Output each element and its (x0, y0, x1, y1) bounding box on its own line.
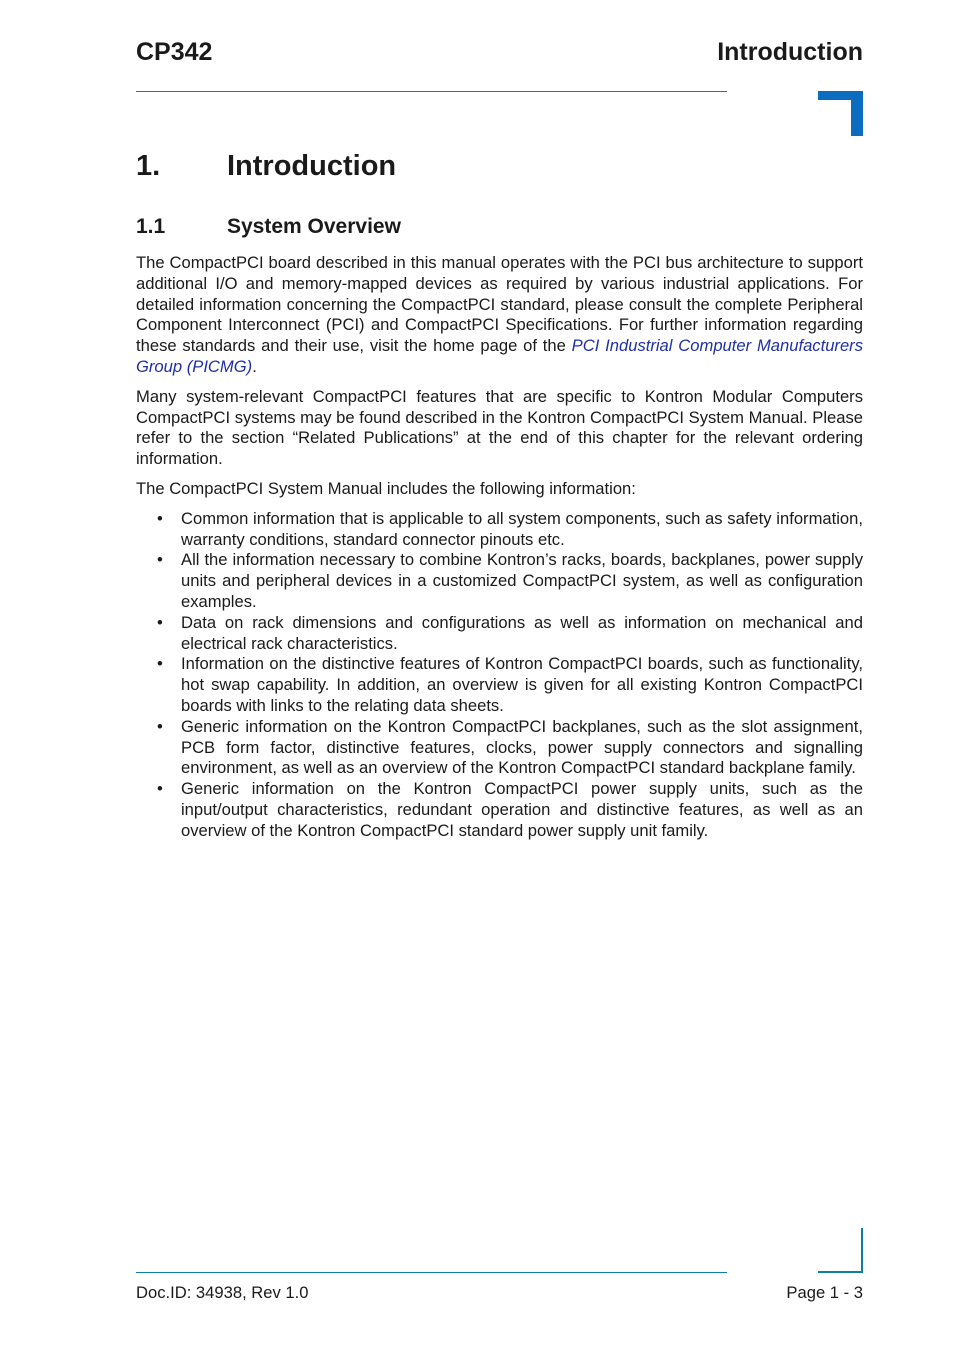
list-item: • Common information that is applicable to all system components, such as safety information, warranty conditions, standard connector pinouts etc. (157, 508, 863, 549)
chapter-heading (136, 150, 396, 183)
list-item: • Generic information on the Kontron CompactPCI power supply units, such as the input/output characteristics, redundant operation and distinctive features, as well as an overview of the Kontron CompactPCI standard power supply unit family. (157, 779, 863, 840)
corner-mark-bottom (818, 1271, 863, 1273)
corner-mark-bottom-vertical (861, 1228, 863, 1273)
list-item: • Generic information on the Kontron CompactPCI backplanes, such as the slot assignment, PCB form factor, distinctive features, clocks, power supply connectors and signalling environment, as well as an overview of the Kontron CompactPCI standard backplane family. (157, 716, 863, 778)
chapter-title: Introduction (227, 150, 397, 182)
feature-list (136, 509, 863, 842)
header-product-name: CP342 (136, 38, 213, 66)
bullet-icon: • (157, 612, 163, 632)
header-section-title: Introduction (717, 38, 863, 66)
paragraph-3: The CompactPCI System Manual includes the following information: (136, 478, 636, 498)
paragraph-1-end: . (252, 356, 257, 376)
header-rule (136, 91, 727, 92)
corner-mark-top-vertical (851, 91, 863, 136)
section-title: System Overview (227, 215, 401, 238)
paragraph-1-text: The CompactPCI board described in this manual operates with the PCI bus architecture to support additional I/O and memory-mapped devices as required by various industrial applications. For detailed information concerning the CompactPCI standard, please consult the complete Peripheral Component Interconnect (PCI) and CompactPCI Specifications. For further information regarding these standards and their use, visit the home page of the (136, 253, 863, 356)
footer-doc-id: Doc.ID: 34938, Rev 1.0 (136, 1283, 309, 1302)
chapter-number: 1. (136, 150, 161, 182)
footer-rule (136, 1272, 727, 1273)
list-item: • Data on rack dimensions and configurations as well as information on mechanical and electrical rack characteristics. (157, 612, 863, 653)
list-item: • Information on the distinctive features of Kontron CompactPCI boards, such as functionality, hot swap capability. In addition, an overview is given for all existing Kontron CompactPCI boards with links to the relating data sheets. (157, 654, 863, 715)
paragraph-1 (136, 253, 863, 378)
footer-page-number: Page 1 - 3 (786, 1283, 863, 1302)
picmg-link[interactable]: PCI Industrial Computer Manufacturers Group (PICMG) (136, 336, 864, 376)
bullet-icon: • (157, 654, 163, 674)
bullet-icon: • (157, 508, 163, 528)
bullet-icon: • (157, 550, 163, 570)
bullet-icon: • (157, 779, 163, 799)
section-heading (136, 215, 401, 239)
list-item: • All the information necessary to combine Kontron’s racks, boards, backplanes, power supply units and peripheral devices in a customized CompactPCI system, as well as configuration examples. (157, 550, 863, 611)
section-number: 1.1 (136, 215, 166, 238)
body-text (136, 253, 863, 842)
paragraph-2: Many system-relevant CompactPCI features that are specific to Kontron Modular Computers CompactPCI systems may be found described in the Kontron CompactPCI System Manual. Please refer to the section “Related Publications” at the end of this chapter for the relevant ordering information. (136, 386, 863, 469)
bullet-icon: • (157, 716, 163, 736)
